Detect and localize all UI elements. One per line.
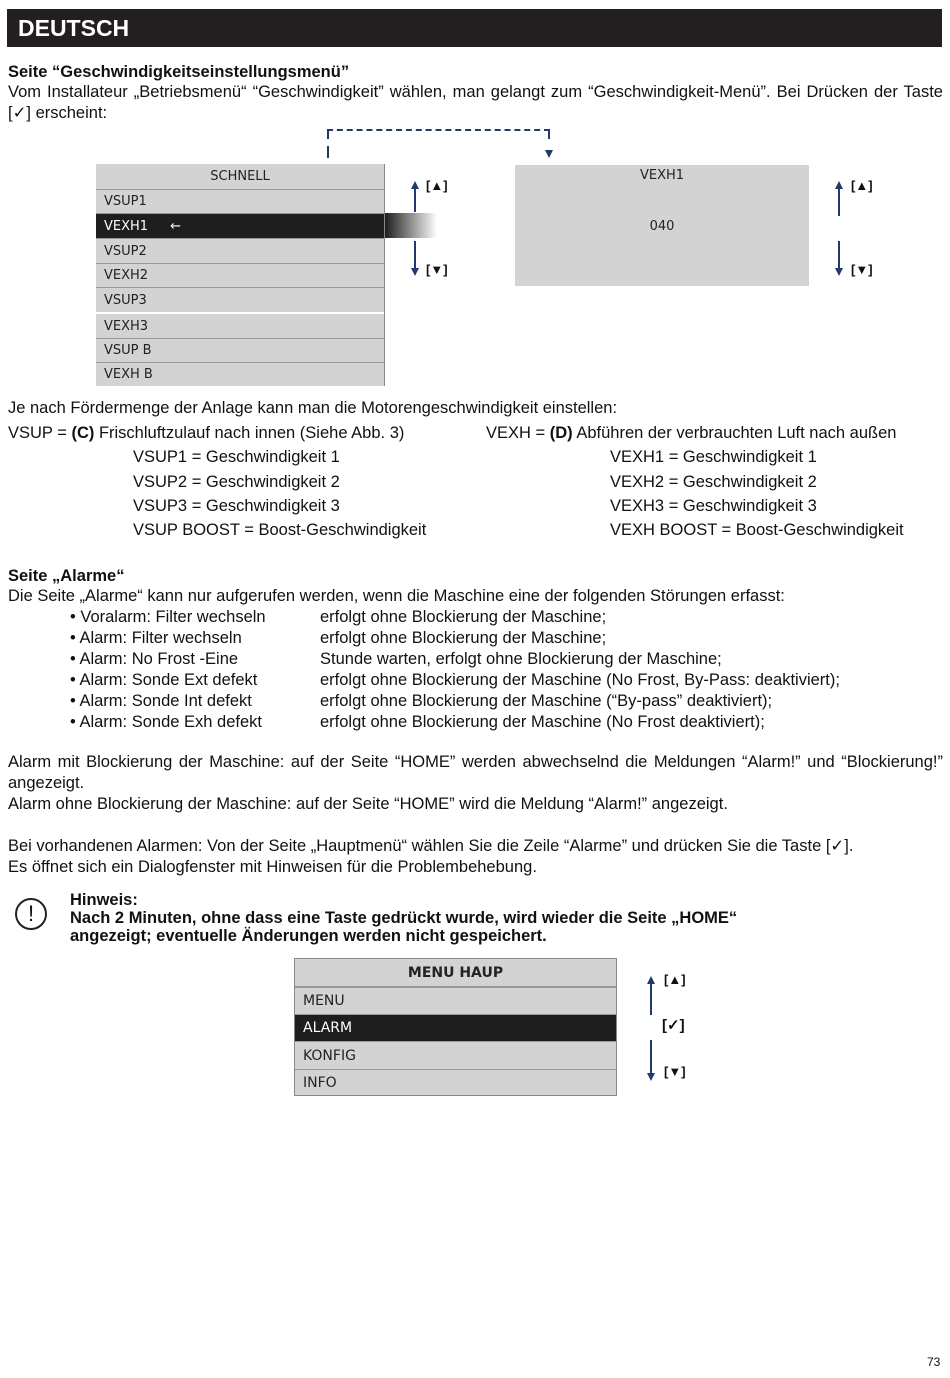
up-arrow-icon	[414, 188, 416, 212]
speed-explain: Je nach Fördermenge der Anlage kann man die Motorengeschwindigkeit einstellen:	[8, 399, 618, 417]
up-key[interactable]: [▲]	[851, 178, 873, 193]
menu-item[interactable]: MENU	[295, 986, 616, 1014]
alarm-name: • Alarm: Sonde Exh defekt	[70, 713, 262, 731]
down-key[interactable]: [▼]	[664, 1064, 686, 1079]
vsup-item: VSUP2 = Geschwindigkeit 2	[133, 473, 340, 491]
note-line: angezeigt; eventuelle Änderungen werden nicht gespeichert.	[70, 927, 547, 945]
menu-item[interactable]: INFO	[295, 1069, 616, 1096]
alarms-intro: Die Seite „Alarme“ kann nur aufgerufen werden, wenn die Maschine eine der folgenden Störungen erfasst:	[8, 587, 785, 605]
value-display[interactable]: 040	[649, 219, 675, 234]
alarm-blocking-text: Alarm mit Blockierung der Maschine: auf der Seite “HOME” werden abwechselnd die Meldungen “Alarm!” und “Blockierung!” angezeigt.	[8, 753, 943, 792]
section-title-alarms: Seite „Alarme“	[8, 567, 125, 585]
menu-item-selected[interactable]	[96, 213, 384, 238]
alarm-nonblocking-text: Alarm ohne Blockierung der Maschine: auf der Seite “HOME” wird die Meldung “Alarm!” angezeigt.	[8, 795, 728, 813]
up-key[interactable]: [▲]	[664, 972, 686, 987]
language-header: DEUTSCH	[7, 9, 942, 47]
up-arrow-icon	[650, 983, 652, 1015]
section-title-speed: Seite “Geschwindigkeitseinstellungsmenü”	[8, 63, 350, 81]
down-arrow-icon	[650, 1040, 652, 1074]
vexh-text: Abführen der verbrauchten Luft nach außen	[572, 424, 897, 442]
vexh-item: VEXH3 = Geschwindigkeit 3	[610, 497, 817, 515]
vsup-code: (C)	[71, 424, 95, 442]
alarm-effect: erfolgt ohne Blockierung der Maschine (“By-pass” deaktiviert);	[320, 692, 773, 710]
vexh-definition	[486, 423, 896, 443]
value-screen-title: VEXH1	[639, 168, 685, 183]
down-arrowhead-icon	[835, 268, 843, 276]
connector-segment	[327, 146, 329, 158]
menu-item[interactable]: VSUP2	[96, 238, 384, 263]
alarm-dialog-text: Es öffnet sich ein Dialogfenster mit Hinweisen für die Problembehebung.	[8, 858, 537, 876]
menu-item[interactable]: VEXH B	[96, 362, 384, 386]
alarm-effect: erfolgt ohne Blockierung der Maschine;	[320, 608, 607, 626]
vsup-definition	[8, 423, 404, 443]
up-arrowhead-icon	[647, 976, 655, 984]
ok-key[interactable]: [✓]	[662, 1017, 685, 1034]
menu-item[interactable]: VEXH3	[96, 312, 384, 338]
note-line: Nach 2 Minuten, ohne dass eine Taste gedrückt wurde, wird wieder die Seite „HOME“	[70, 909, 738, 927]
menu-item[interactable]: KONFIG	[295, 1041, 616, 1069]
alarm-name: • Alarm: Sonde Int defekt	[70, 692, 252, 710]
menu-item[interactable]: VEXH2	[96, 263, 384, 287]
dashed-connector	[327, 129, 550, 139]
down-arrowhead-icon	[411, 268, 419, 276]
up-arrow-icon	[838, 188, 840, 216]
menu-item[interactable]: VSUP B	[96, 338, 384, 362]
down-key[interactable]: [▼]	[426, 262, 448, 277]
menu-item[interactable]: VSUP1	[96, 189, 384, 213]
warning-icon: !	[15, 898, 47, 930]
up-arrowhead-icon	[411, 181, 419, 189]
menu-item[interactable]: VSUP3	[96, 287, 384, 312]
down-arrow-icon	[414, 241, 416, 269]
vsup-item: VSUP3 = Geschwindigkeit 3	[133, 497, 340, 515]
down-key[interactable]: [▼]	[851, 262, 873, 277]
vexh-item: VEXH2 = Geschwindigkeit 2	[610, 473, 817, 491]
vexh-item: VEXH BOOST = Boost-Geschwindigkeit	[610, 521, 904, 539]
menu-title: SCHNELL	[210, 169, 270, 184]
up-arrowhead-icon	[835, 181, 843, 189]
alarm-access-text: Bei vorhandenen Alarmen: Von der Seite „Hauptmenü“ wählen Sie die Zeile “Alarme” und drücken Sie die Taste [✓].	[8, 837, 854, 855]
connector-arrow-icon	[545, 150, 553, 158]
page-number: 73	[927, 1355, 941, 1369]
note-title: Hinweis:	[70, 891, 138, 909]
vexh-code: (D)	[549, 424, 573, 442]
speed-menu-screen	[96, 164, 385, 386]
alarm-effect: erfolgt ohne Blockierung der Maschine;	[320, 629, 607, 647]
up-key[interactable]: [▲]	[426, 178, 448, 193]
menu-title: MENU HAUP	[407, 964, 504, 981]
menu-item-selected[interactable]: ALARM	[295, 1014, 616, 1041]
alarm-effect: erfolgt ohne Blockierung der Maschine (No Frost deaktiviert);	[320, 713, 765, 731]
speed-intro: Vom Installateur „Betriebsmenü“ “Geschwindigkeit” wählen, man gelangt zum “Geschwindigkeit-Menü”. Bei Drücken der Taste [✓] erscheint:	[8, 83, 943, 122]
alarm-name: • Alarm: Filter wechseln	[70, 629, 242, 647]
menu-item-label: VEXH1	[104, 218, 149, 234]
selection-fade	[385, 213, 437, 238]
main-menu-screen	[294, 958, 617, 1096]
vsup-item: VSUP BOOST = Boost-Geschwindigkeit	[133, 521, 427, 539]
vsup-item: VSUP1 = Geschwindigkeit 1	[133, 448, 340, 466]
vsup-text: Frischluftzulauf nach innen (Siehe Abb. 3)	[94, 424, 405, 442]
down-arrowhead-icon	[647, 1073, 655, 1081]
down-arrow-icon	[838, 241, 840, 269]
vsup-label: VSUP =	[8, 424, 72, 442]
vexh-item: VEXH1 = Geschwindigkeit 1	[610, 448, 817, 466]
value-screen	[515, 165, 809, 286]
alarm-effect: erfolgt ohne Blockierung der Maschine (No Frost, By-Pass: deaktiviert);	[320, 671, 840, 689]
alarm-name: • Alarm: No Frost -Eine	[70, 650, 239, 668]
alarm-name: • Voralarm: Filter wechseln	[70, 608, 266, 626]
arrow-left-icon: ←	[170, 218, 181, 234]
vexh-label: VEXH =	[486, 424, 550, 442]
alarm-name: • Alarm: Sonde Ext defekt	[70, 671, 258, 689]
alarm-effect: Stunde warten, erfolgt ohne Blockierung der Maschine;	[320, 650, 722, 668]
